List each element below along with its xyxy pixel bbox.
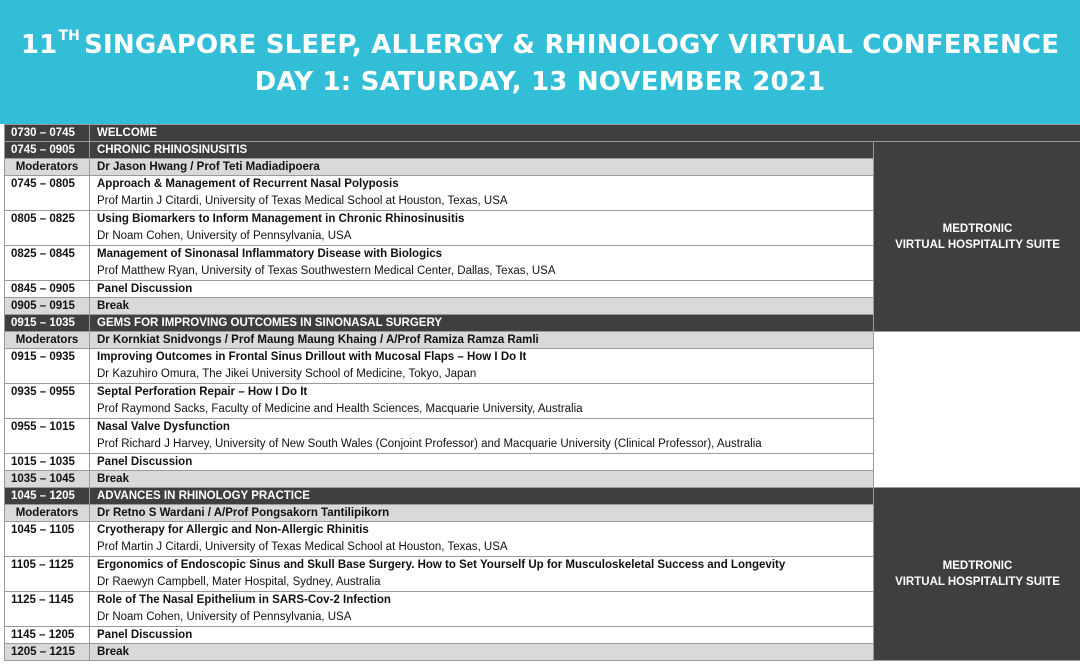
panel-label: Panel Discussion: [90, 281, 874, 298]
talk-title: Septal Perforation Repair – How I Do It: [97, 386, 308, 398]
sponsor-cell[interactable]: [874, 142, 1080, 332]
talk-cell: [90, 176, 874, 211]
talk-speaker: Dr Raewyn Campbell, Mater Hospital, Sydney, Australia: [97, 576, 381, 588]
schedule-table: [4, 124, 1080, 661]
time-cell: 1205 – 1215: [5, 644, 90, 661]
session-time: 0745 – 0905: [5, 142, 90, 159]
conference-banner: [0, 0, 1080, 124]
break-label: Break: [90, 644, 874, 661]
panel-label: Panel Discussion: [90, 627, 874, 644]
time-cell: 0935 – 0955: [5, 384, 90, 419]
sponsor-name: MEDTRONIC: [942, 222, 1013, 235]
time-cell: 0915 – 0935: [5, 349, 90, 384]
sponsor-suite: VIRTUAL HOSPITALITY SUITE: [895, 576, 1060, 588]
session-title: GEMS FOR IMPROVING OUTCOMES IN SINONASAL SURGERY: [90, 315, 874, 332]
conference-title: [0, 30, 1080, 60]
talk-speaker: Prof Raymond Sacks, Faculty of Medicine and Health Sciences, Macquarie University, Australia: [97, 403, 583, 415]
break-label: Break: [90, 471, 874, 488]
moderators-names: Dr Jason Hwang / Prof Teti Madiadipoera: [90, 159, 874, 176]
time-cell: 0745 – 0805: [5, 176, 90, 211]
title-number: 11: [20, 30, 58, 60]
talk-title: Using Biomarkers to Inform Management in Chronic Rhinosinusitis: [97, 213, 465, 225]
time-cell: 1145 – 1205: [5, 627, 90, 644]
time-cell: 0825 – 0845: [5, 246, 90, 281]
session-title: ADVANCES IN RHINOLOGY PRACTICE: [90, 488, 874, 505]
talk-title: Management of Sinonasal Inflammatory Disease with Biologics: [97, 248, 443, 260]
time-cell: 1015 – 1035: [5, 454, 90, 471]
sponsor-suite: VIRTUAL HOSPITALITY SUITE: [895, 238, 1060, 251]
session-title: CHRONIC RHINOSINUSITIS: [90, 142, 874, 159]
time-cell: 0905 – 0915: [5, 298, 90, 315]
panel-label: Panel Discussion: [90, 454, 874, 471]
moderators-row: [5, 332, 1080, 349]
time-cell: 1035 – 1045: [5, 471, 90, 488]
moderators-names: Dr Retno S Wardani / A/Prof Pongsakorn Tantilipikorn: [90, 505, 874, 522]
talk-title: Role of The Nasal Epithelium in SARS-Cov-2 Infection: [97, 594, 391, 606]
break-row: [5, 471, 1080, 488]
talk-speaker: Dr Noam Cohen, University of Pennsylvania, USA: [97, 230, 352, 242]
title-text: SINGAPORE SLEEP, ALLERGY & RHINOLOGY VIRTUAL CONFERENCE: [84, 30, 1060, 60]
talk-speaker: Dr Noam Cohen, University of Pennsylvania, USA: [97, 611, 352, 623]
time-cell: 0805 – 0825: [5, 211, 90, 246]
talk-title: Approach & Management of Recurrent Nasal Polyposis: [97, 178, 399, 190]
session-header-row: [5, 488, 1080, 505]
talk-cell: [90, 419, 874, 454]
session-time: 0915 – 1035: [5, 315, 90, 332]
moderators-label: Moderators: [5, 332, 90, 349]
talk-speaker: Prof Matthew Ryan, University of Texas Southwestern Medical Center, Dallas, Texas, USA: [97, 265, 556, 277]
talk-cell: [90, 246, 874, 281]
welcome-label: WELCOME: [90, 125, 1080, 142]
talk-title: Cryotherapy for Allergic and Non-Allergic Rhinitis: [97, 524, 369, 536]
time-cell: 1125 – 1145: [5, 592, 90, 627]
time-cell: 0955 – 1015: [5, 419, 90, 454]
sponsor-cell[interactable]: [874, 488, 1080, 661]
talk-title: Improving Outcomes in Frontal Sinus Drillout with Mucosal Flaps – How I Do It: [97, 351, 527, 363]
talk-speaker: Prof Richard J Harvey, University of New South Wales (Conjoint Professor) and Macquarie University (Clinical Professor), Australia: [97, 438, 762, 450]
talk-speaker: Prof Martin J Citardi, University of Texas Medical School at Houston, Texas, USA: [97, 195, 508, 207]
talk-row: [5, 419, 1080, 454]
talk-speaker: Prof Martin J Citardi, University of Texas Medical School at Houston, Texas, USA: [97, 541, 508, 553]
panel-row: [5, 454, 1080, 471]
time-cell: 1045 – 1105: [5, 522, 90, 557]
title-ordinal-suffix: TH: [58, 28, 81, 44]
talk-title: Ergonomics of Endoscopic Sinus and Skull Base Surgery. How to Set Yourself Up for Musculoskeletal Success and Longevity: [97, 559, 786, 571]
welcome-row: [5, 125, 1080, 142]
talk-cell: [90, 349, 874, 384]
session-header-row: [5, 142, 1080, 159]
talk-cell: [90, 522, 874, 557]
time-cell: 0845 – 0905: [5, 281, 90, 298]
talk-cell: [90, 384, 874, 419]
talk-row: [5, 349, 1080, 384]
talk-cell: [90, 557, 874, 592]
session-time: 1045 – 1205: [5, 488, 90, 505]
talk-row: [5, 384, 1080, 419]
time-cell: 1105 – 1125: [5, 557, 90, 592]
talk-cell: [90, 211, 874, 246]
talk-cell: [90, 592, 874, 627]
talk-speaker: Dr Kazuhiro Omura, The Jikei University School of Medicine, Tokyo, Japan: [97, 368, 477, 380]
moderators-names: Dr Kornkiat Snidvongs / Prof Maung Maung Khaing / A/Prof Ramiza Ramza Ramli: [90, 332, 874, 349]
time-cell: 0730 – 0745: [5, 125, 90, 142]
talk-title: Nasal Valve Dysfunction: [97, 421, 230, 433]
moderators-label: Moderators: [5, 159, 90, 176]
break-label: Break: [90, 298, 874, 315]
sponsor-name: MEDTRONIC: [942, 560, 1013, 572]
moderators-label: Moderators: [5, 505, 90, 522]
day-subtitle: DAY 1: SATURDAY, 13 NOVEMBER 2021: [254, 67, 826, 97]
